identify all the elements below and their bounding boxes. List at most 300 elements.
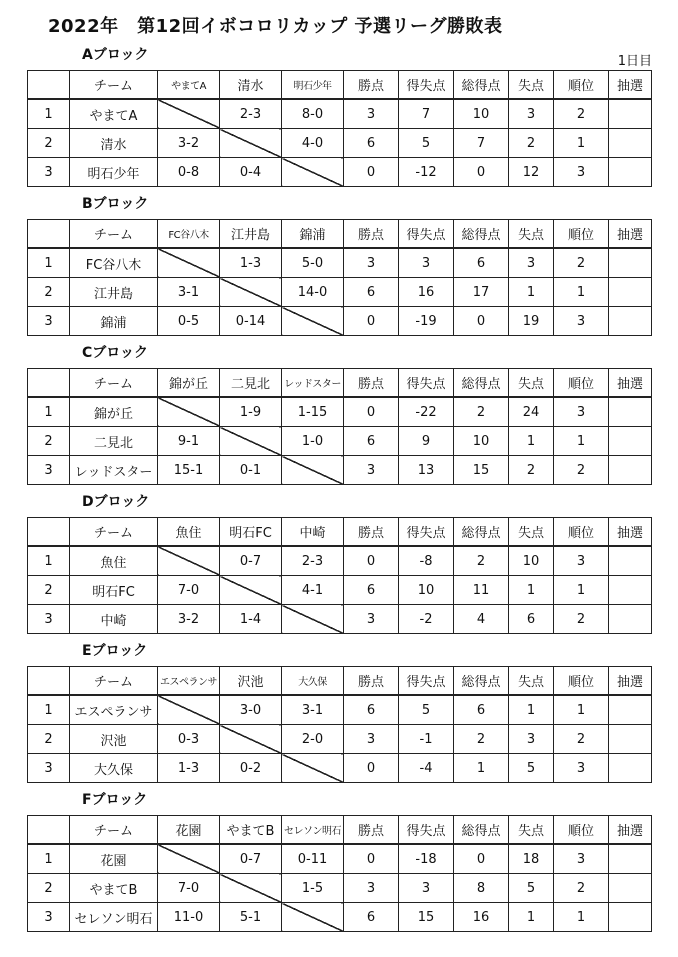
lottery bbox=[609, 754, 652, 783]
block-title: Fブロック bbox=[82, 792, 148, 808]
diagonal-cell bbox=[220, 427, 282, 456]
lottery bbox=[609, 903, 652, 932]
row-number: 1 bbox=[28, 397, 70, 427]
points: 3 bbox=[344, 725, 399, 754]
header-goal-diff: 得失点 bbox=[399, 71, 454, 100]
header-goals-for: 総得点 bbox=[454, 71, 509, 100]
lottery bbox=[609, 248, 652, 278]
header-rank: 順位 bbox=[554, 71, 609, 100]
header-number bbox=[28, 369, 70, 398]
standings-table bbox=[27, 517, 652, 634]
rank: 1 bbox=[554, 695, 609, 725]
goals-against: 3 bbox=[509, 248, 554, 278]
header-lottery: 抽選 bbox=[609, 816, 652, 845]
points: 3 bbox=[344, 456, 399, 485]
goal-diff: -4 bbox=[399, 754, 454, 783]
team-name: 中崎 bbox=[70, 605, 158, 634]
team-name: 錦浦 bbox=[70, 307, 158, 336]
header-goal-diff: 得失点 bbox=[399, 816, 454, 845]
header-opponent: 魚住 bbox=[158, 518, 220, 547]
diagonal-cell bbox=[220, 278, 282, 307]
goals-for: 11 bbox=[454, 576, 509, 605]
table-row bbox=[28, 427, 652, 456]
header-lottery: 抽選 bbox=[609, 369, 652, 398]
goals-against: 2 bbox=[509, 456, 554, 485]
header-number bbox=[28, 71, 70, 100]
goals-for: 0 bbox=[454, 158, 509, 187]
points: 0 bbox=[344, 546, 399, 576]
goal-diff: -19 bbox=[399, 307, 454, 336]
goals-against: 24 bbox=[509, 397, 554, 427]
diagonal-cell bbox=[158, 546, 220, 576]
table-row bbox=[28, 844, 652, 874]
header-team: チーム bbox=[70, 816, 158, 845]
match-result: 0-8 bbox=[158, 158, 220, 187]
team-name: 大久保 bbox=[70, 754, 158, 783]
row-number: 2 bbox=[28, 725, 70, 754]
match-result: 3-1 bbox=[282, 695, 344, 725]
match-result: 14-0 bbox=[282, 278, 344, 307]
header-points: 勝点 bbox=[344, 518, 399, 547]
lottery bbox=[609, 158, 652, 187]
header-opponent: 江井島 bbox=[220, 220, 282, 249]
table-row bbox=[28, 397, 652, 427]
match-result: 0-1 bbox=[220, 456, 282, 485]
rank: 1 bbox=[554, 427, 609, 456]
rank: 1 bbox=[554, 129, 609, 158]
diagonal-cell bbox=[282, 456, 344, 485]
goals-for: 0 bbox=[454, 844, 509, 874]
page-title: 2022年 第12回イボコロリカップ 予選リーグ勝敗表 bbox=[48, 16, 503, 37]
goals-for: 10 bbox=[454, 99, 509, 129]
rank: 3 bbox=[554, 158, 609, 187]
diagonal-cell bbox=[158, 397, 220, 427]
header-rank: 順位 bbox=[554, 667, 609, 696]
row-number: 2 bbox=[28, 278, 70, 307]
match-result: 3-1 bbox=[158, 278, 220, 307]
header-points: 勝点 bbox=[344, 369, 399, 398]
goal-diff: 5 bbox=[399, 129, 454, 158]
points: 0 bbox=[344, 754, 399, 783]
rank: 1 bbox=[554, 903, 609, 932]
header-team: チーム bbox=[70, 220, 158, 249]
standings-table bbox=[27, 368, 652, 485]
diagonal-cell bbox=[282, 307, 344, 336]
goals-for: 2 bbox=[454, 546, 509, 576]
match-result: 5-1 bbox=[220, 903, 282, 932]
table-row bbox=[28, 695, 652, 725]
table-row bbox=[28, 754, 652, 783]
match-result: 5-0 bbox=[282, 248, 344, 278]
header-goal-diff: 得失点 bbox=[399, 667, 454, 696]
header-team: チーム bbox=[70, 518, 158, 547]
header-goals-for: 総得点 bbox=[454, 369, 509, 398]
match-result: 3-0 bbox=[220, 695, 282, 725]
standings-table bbox=[27, 219, 652, 336]
table-row bbox=[28, 903, 652, 932]
goals-against: 6 bbox=[509, 605, 554, 634]
match-result: 0-7 bbox=[220, 844, 282, 874]
match-result: 15-1 bbox=[158, 456, 220, 485]
goals-for: 0 bbox=[454, 307, 509, 336]
goals-for: 16 bbox=[454, 903, 509, 932]
goals-for: 17 bbox=[454, 278, 509, 307]
match-result: 9-1 bbox=[158, 427, 220, 456]
header-team: チーム bbox=[70, 369, 158, 398]
lottery bbox=[609, 278, 652, 307]
standings-table bbox=[27, 666, 652, 783]
diagonal-cell bbox=[220, 874, 282, 903]
header-number bbox=[28, 667, 70, 696]
header-opponent: 中崎 bbox=[282, 518, 344, 547]
goals-against: 1 bbox=[509, 278, 554, 307]
points: 0 bbox=[344, 397, 399, 427]
team-name: FC谷八木 bbox=[70, 248, 158, 278]
rank: 3 bbox=[554, 397, 609, 427]
match-result: 0-3 bbox=[158, 725, 220, 754]
goals-against: 3 bbox=[509, 99, 554, 129]
match-result: 7-0 bbox=[158, 874, 220, 903]
header-row bbox=[28, 816, 652, 845]
points: 0 bbox=[344, 844, 399, 874]
match-result: 4-0 bbox=[282, 129, 344, 158]
match-result: 8-0 bbox=[282, 99, 344, 129]
goals-for: 10 bbox=[454, 427, 509, 456]
row-number: 1 bbox=[28, 248, 70, 278]
match-result: 1-3 bbox=[220, 248, 282, 278]
match-result: 0-5 bbox=[158, 307, 220, 336]
goal-diff: -1 bbox=[399, 725, 454, 754]
row-number: 3 bbox=[28, 158, 70, 187]
header-points: 勝点 bbox=[344, 220, 399, 249]
team-name: 明石少年 bbox=[70, 158, 158, 187]
rank: 2 bbox=[554, 725, 609, 754]
header-number bbox=[28, 518, 70, 547]
header-opponent: レッドスター bbox=[282, 369, 344, 398]
header-number bbox=[28, 816, 70, 845]
goals-against: 12 bbox=[509, 158, 554, 187]
points: 6 bbox=[344, 903, 399, 932]
header-row bbox=[28, 518, 652, 547]
points: 0 bbox=[344, 158, 399, 187]
rank: 2 bbox=[554, 248, 609, 278]
goal-diff: -2 bbox=[399, 605, 454, 634]
header-goals-for: 総得点 bbox=[454, 220, 509, 249]
goal-diff: 5 bbox=[399, 695, 454, 725]
points: 3 bbox=[344, 605, 399, 634]
match-result: 0-11 bbox=[282, 844, 344, 874]
header-team: チーム bbox=[70, 667, 158, 696]
match-result: 1-5 bbox=[282, 874, 344, 903]
goals-for: 7 bbox=[454, 129, 509, 158]
row-number: 3 bbox=[28, 307, 70, 336]
header-rank: 順位 bbox=[554, 518, 609, 547]
diagonal-cell bbox=[282, 158, 344, 187]
goal-diff: 9 bbox=[399, 427, 454, 456]
diagonal-cell bbox=[282, 605, 344, 634]
block-title: Cブロック bbox=[82, 345, 148, 361]
standings-table bbox=[27, 815, 652, 932]
team-name: 沢池 bbox=[70, 725, 158, 754]
header-opponent: エスペランサ bbox=[158, 667, 220, 696]
row-number: 3 bbox=[28, 605, 70, 634]
header-rank: 順位 bbox=[554, 816, 609, 845]
header-opponent: FC谷八木 bbox=[158, 220, 220, 249]
match-result: 0-14 bbox=[220, 307, 282, 336]
block-title: Dブロック bbox=[82, 494, 150, 510]
row-number: 1 bbox=[28, 99, 70, 129]
points: 6 bbox=[344, 129, 399, 158]
goals-against: 18 bbox=[509, 844, 554, 874]
goals-against: 2 bbox=[509, 129, 554, 158]
points: 3 bbox=[344, 99, 399, 129]
header-opponent: 大久保 bbox=[282, 667, 344, 696]
points: 6 bbox=[344, 695, 399, 725]
goals-against: 3 bbox=[509, 725, 554, 754]
team-name: 魚住 bbox=[70, 546, 158, 576]
goal-diff: -8 bbox=[399, 546, 454, 576]
match-result: 1-4 bbox=[220, 605, 282, 634]
match-result: 1-15 bbox=[282, 397, 344, 427]
goals-against: 1 bbox=[509, 903, 554, 932]
row-number: 2 bbox=[28, 427, 70, 456]
team-name: 錦が丘 bbox=[70, 397, 158, 427]
header-points: 勝点 bbox=[344, 71, 399, 100]
goal-diff: 7 bbox=[399, 99, 454, 129]
header-points: 勝点 bbox=[344, 816, 399, 845]
table-row bbox=[28, 456, 652, 485]
team-name: 二見北 bbox=[70, 427, 158, 456]
diagonal-cell bbox=[220, 576, 282, 605]
match-result: 3-2 bbox=[158, 605, 220, 634]
goals-against: 1 bbox=[509, 427, 554, 456]
header-points: 勝点 bbox=[344, 667, 399, 696]
lottery bbox=[609, 307, 652, 336]
row-number: 2 bbox=[28, 576, 70, 605]
header-row bbox=[28, 667, 652, 696]
row-number: 3 bbox=[28, 456, 70, 485]
table-row bbox=[28, 129, 652, 158]
header-goals-against: 失点 bbox=[509, 369, 554, 398]
header-opponent: 錦浦 bbox=[282, 220, 344, 249]
goals-for: 6 bbox=[454, 695, 509, 725]
header-rank: 順位 bbox=[554, 220, 609, 249]
goal-diff: 10 bbox=[399, 576, 454, 605]
match-result: 0-4 bbox=[220, 158, 282, 187]
header-row bbox=[28, 71, 652, 100]
header-opponent: 二見北 bbox=[220, 369, 282, 398]
row-number: 3 bbox=[28, 903, 70, 932]
goal-diff: 3 bbox=[399, 248, 454, 278]
header-goals-for: 総得点 bbox=[454, 667, 509, 696]
block-title: Bブロック bbox=[82, 196, 149, 212]
table-row bbox=[28, 874, 652, 903]
header-goals-against: 失点 bbox=[509, 220, 554, 249]
lottery bbox=[609, 874, 652, 903]
header-lottery: 抽選 bbox=[609, 71, 652, 100]
team-name: 明石FC bbox=[70, 576, 158, 605]
goals-for: 2 bbox=[454, 725, 509, 754]
match-result: 1-9 bbox=[220, 397, 282, 427]
lottery bbox=[609, 99, 652, 129]
team-name: エスペランサ bbox=[70, 695, 158, 725]
rank: 3 bbox=[554, 307, 609, 336]
goal-diff: -18 bbox=[399, 844, 454, 874]
lottery bbox=[609, 576, 652, 605]
team-name: 清水 bbox=[70, 129, 158, 158]
table-row bbox=[28, 248, 652, 278]
row-number: 1 bbox=[28, 844, 70, 874]
diagonal-cell bbox=[220, 725, 282, 754]
goals-against: 1 bbox=[509, 695, 554, 725]
goal-diff: 15 bbox=[399, 903, 454, 932]
row-number: 1 bbox=[28, 546, 70, 576]
day-label: 1日目 bbox=[617, 54, 652, 69]
rank: 2 bbox=[554, 874, 609, 903]
header-opponent: やまてB bbox=[220, 816, 282, 845]
row-number: 3 bbox=[28, 754, 70, 783]
header-lottery: 抽選 bbox=[609, 518, 652, 547]
header-row bbox=[28, 220, 652, 249]
header-goals-against: 失点 bbox=[509, 518, 554, 547]
diagonal-cell bbox=[282, 903, 344, 932]
goals-against: 10 bbox=[509, 546, 554, 576]
lottery bbox=[609, 456, 652, 485]
block-title: Aブロック bbox=[82, 47, 149, 63]
points: 3 bbox=[344, 248, 399, 278]
match-result: 3-2 bbox=[158, 129, 220, 158]
diagonal-cell bbox=[158, 99, 220, 129]
goal-diff: -22 bbox=[399, 397, 454, 427]
header-goals-for: 総得点 bbox=[454, 518, 509, 547]
goal-diff: 13 bbox=[399, 456, 454, 485]
header-opponent: セレソン明石 bbox=[282, 816, 344, 845]
match-result: 7-0 bbox=[158, 576, 220, 605]
header-lottery: 抽選 bbox=[609, 220, 652, 249]
block-title: Eブロック bbox=[82, 643, 148, 659]
match-result: 0-2 bbox=[220, 754, 282, 783]
header-opponent: 錦が丘 bbox=[158, 369, 220, 398]
header-goals-against: 失点 bbox=[509, 667, 554, 696]
table-row bbox=[28, 99, 652, 129]
match-result: 4-1 bbox=[282, 576, 344, 605]
goals-for: 6 bbox=[454, 248, 509, 278]
team-name: 江井島 bbox=[70, 278, 158, 307]
lottery bbox=[609, 129, 652, 158]
header-team: チーム bbox=[70, 71, 158, 100]
rank: 2 bbox=[554, 99, 609, 129]
goals-against: 5 bbox=[509, 754, 554, 783]
match-result: 2-3 bbox=[282, 546, 344, 576]
match-result: 2-0 bbox=[282, 725, 344, 754]
table-row bbox=[28, 605, 652, 634]
goal-diff: 16 bbox=[399, 278, 454, 307]
diagonal-cell bbox=[158, 248, 220, 278]
team-name: やまてB bbox=[70, 874, 158, 903]
points: 3 bbox=[344, 874, 399, 903]
team-name: レッドスター bbox=[70, 456, 158, 485]
standings-table bbox=[27, 70, 652, 187]
goals-against: 5 bbox=[509, 874, 554, 903]
table-row bbox=[28, 307, 652, 336]
goals-for: 4 bbox=[454, 605, 509, 634]
table-row bbox=[28, 158, 652, 187]
goals-for: 2 bbox=[454, 397, 509, 427]
goals-against: 19 bbox=[509, 307, 554, 336]
header-opponent: 明石少年 bbox=[282, 71, 344, 100]
lottery bbox=[609, 844, 652, 874]
rank: 3 bbox=[554, 754, 609, 783]
header-goals-against: 失点 bbox=[509, 816, 554, 845]
lottery bbox=[609, 546, 652, 576]
diagonal-cell bbox=[220, 129, 282, 158]
table-row bbox=[28, 278, 652, 307]
header-opponent: 清水 bbox=[220, 71, 282, 100]
goals-for: 15 bbox=[454, 456, 509, 485]
lottery bbox=[609, 427, 652, 456]
header-opponent: 明石FC bbox=[220, 518, 282, 547]
header-opponent: やまてA bbox=[158, 71, 220, 100]
goal-diff: 3 bbox=[399, 874, 454, 903]
rank: 1 bbox=[554, 278, 609, 307]
match-result: 2-3 bbox=[220, 99, 282, 129]
header-opponent: 沢池 bbox=[220, 667, 282, 696]
row-number: 1 bbox=[28, 695, 70, 725]
points: 0 bbox=[344, 307, 399, 336]
header-goals-for: 総得点 bbox=[454, 816, 509, 845]
header-goal-diff: 得失点 bbox=[399, 369, 454, 398]
points: 6 bbox=[344, 576, 399, 605]
header-number bbox=[28, 220, 70, 249]
diagonal-cell bbox=[158, 695, 220, 725]
header-lottery: 抽選 bbox=[609, 667, 652, 696]
match-result: 1-0 bbox=[282, 427, 344, 456]
match-result: 1-3 bbox=[158, 754, 220, 783]
match-result: 0-7 bbox=[220, 546, 282, 576]
table-row bbox=[28, 576, 652, 605]
rank: 3 bbox=[554, 844, 609, 874]
table-row bbox=[28, 546, 652, 576]
goals-for: 1 bbox=[454, 754, 509, 783]
header-goal-diff: 得失点 bbox=[399, 518, 454, 547]
header-row bbox=[28, 369, 652, 398]
header-opponent: 花園 bbox=[158, 816, 220, 845]
rank: 2 bbox=[554, 605, 609, 634]
lottery bbox=[609, 695, 652, 725]
points: 6 bbox=[344, 427, 399, 456]
points: 6 bbox=[344, 278, 399, 307]
header-rank: 順位 bbox=[554, 369, 609, 398]
row-number: 2 bbox=[28, 874, 70, 903]
diagonal-cell bbox=[282, 754, 344, 783]
rank: 1 bbox=[554, 576, 609, 605]
header-goal-diff: 得失点 bbox=[399, 220, 454, 249]
goals-for: 8 bbox=[454, 874, 509, 903]
match-result: 11-0 bbox=[158, 903, 220, 932]
goal-diff: -12 bbox=[399, 158, 454, 187]
row-number: 2 bbox=[28, 129, 70, 158]
lottery bbox=[609, 725, 652, 754]
lottery bbox=[609, 605, 652, 634]
table-row bbox=[28, 725, 652, 754]
diagonal-cell bbox=[158, 844, 220, 874]
team-name: やまてA bbox=[70, 99, 158, 129]
goals-against: 1 bbox=[509, 576, 554, 605]
lottery bbox=[609, 397, 652, 427]
rank: 2 bbox=[554, 456, 609, 485]
team-name: 花園 bbox=[70, 844, 158, 874]
team-name: セレソン明石 bbox=[70, 903, 158, 932]
